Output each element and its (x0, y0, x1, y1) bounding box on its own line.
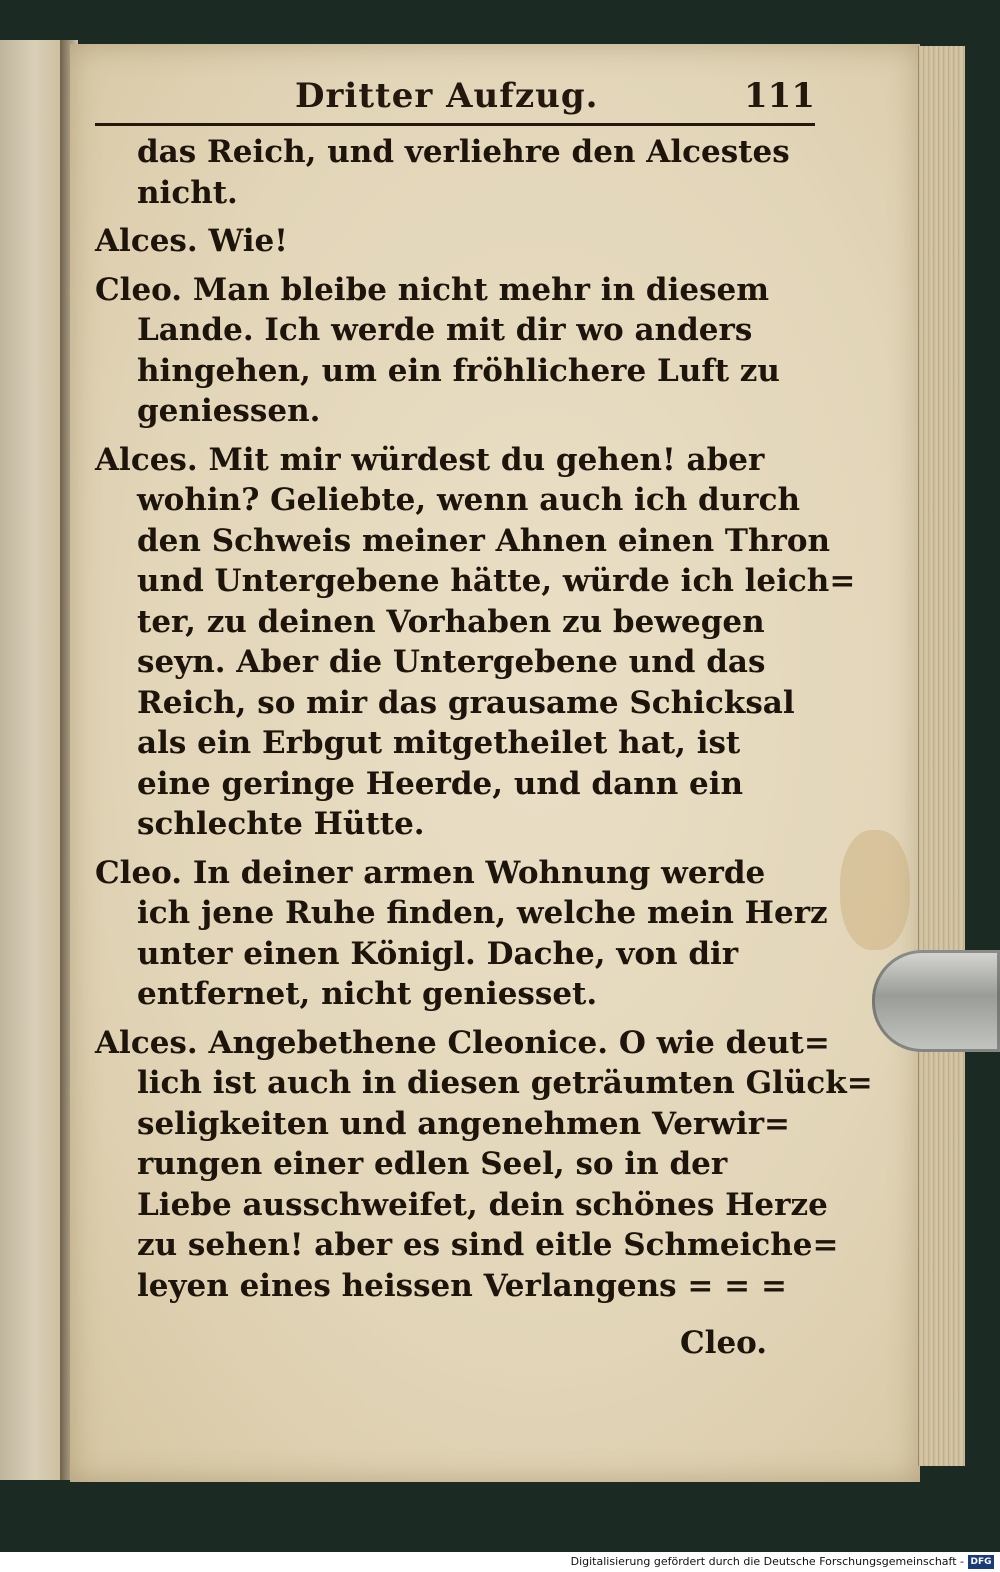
page-number: 111 (744, 76, 815, 116)
page-block-edge (918, 46, 965, 1466)
page-header (95, 76, 815, 122)
facing-page-edge (0, 40, 64, 1480)
text-line: zu sehen! aber es sind eitle Schmeiche= (137, 1227, 839, 1263)
paper-stain (840, 830, 910, 950)
text-line: ich jene Ruhe finden, welche mein Herz (137, 895, 828, 931)
text-line: und Untergebene hätte, würde ich leich= (137, 563, 856, 599)
text-line: den Schweis meiner Ahnen einen Thron (137, 522, 831, 559)
speaker-line: Alces. Angebethene Cleonice. O wie deut= (95, 1024, 830, 1061)
funding-credit: Digitalisierung gefördert durch die Deutsche Forschungsgemeinschaft - (570, 1555, 964, 1568)
dfg-logo: DFG (968, 1555, 994, 1569)
header-rule (95, 123, 815, 126)
speaker-line: Cleo. In deiner armen Wohnung werde (95, 854, 766, 891)
text-line: hingehen, um ein fröhlichere Luft zu (137, 352, 780, 389)
speaker-line: Alces. Wie! (95, 223, 288, 259)
text-line: nicht. (137, 174, 238, 211)
text-line: schlechte Hütte. (137, 806, 425, 842)
text-line: entfernet, nicht geniesset. (137, 976, 598, 1012)
text-line: seyn. Aber die Untergebene und das (137, 644, 766, 680)
page-clip (872, 950, 1000, 1052)
text-line: leyen eines heissen Verlangens = = = (137, 1267, 787, 1304)
catchword: Cleo. (680, 1325, 768, 1361)
text-line: ter, zu deinen Vorhaben zu bewegen (137, 603, 765, 640)
facing-page-mark (6, 380, 16, 394)
speaker-line: Alces. Mit mir würdest du gehen! aber (95, 441, 765, 478)
text-line: das Reich, und verliehre den Alcestes (137, 134, 790, 170)
text-line: wohin? Geliebte, wenn auch ich durch (137, 482, 801, 518)
text-line: Reich, so mir das grausame Schicksal (137, 684, 795, 721)
digitization-footer (0, 1552, 1000, 1572)
text-line: als ein Erbgut mitgetheilet hat, ist (137, 725, 741, 761)
text-line: lich ist auch in diesen geträumten Glück= (137, 1065, 873, 1101)
text-line: Liebe ausschweifet, dein schönes Herze (137, 1186, 828, 1223)
body-text (95, 132, 873, 1306)
text-line: rungen einer edlen Seel, so in der (137, 1146, 728, 1182)
speaker-line: Cleo. Man bleibe nicht mehr in diesem (95, 271, 770, 308)
text-line: eine geringe Heerde, und dann ein (137, 765, 744, 802)
text-line: unter einen Königl. Dache, von dir (137, 935, 739, 972)
running-head: Dritter Aufzug. (295, 76, 599, 116)
text-line: Lande. Ich werde mit dir wo anders (137, 312, 753, 348)
text-line: geniessen. (137, 393, 321, 429)
text-line: seligkeiten und angenehmen Verwir= (137, 1105, 791, 1142)
facing-page-mark (6, 158, 16, 172)
